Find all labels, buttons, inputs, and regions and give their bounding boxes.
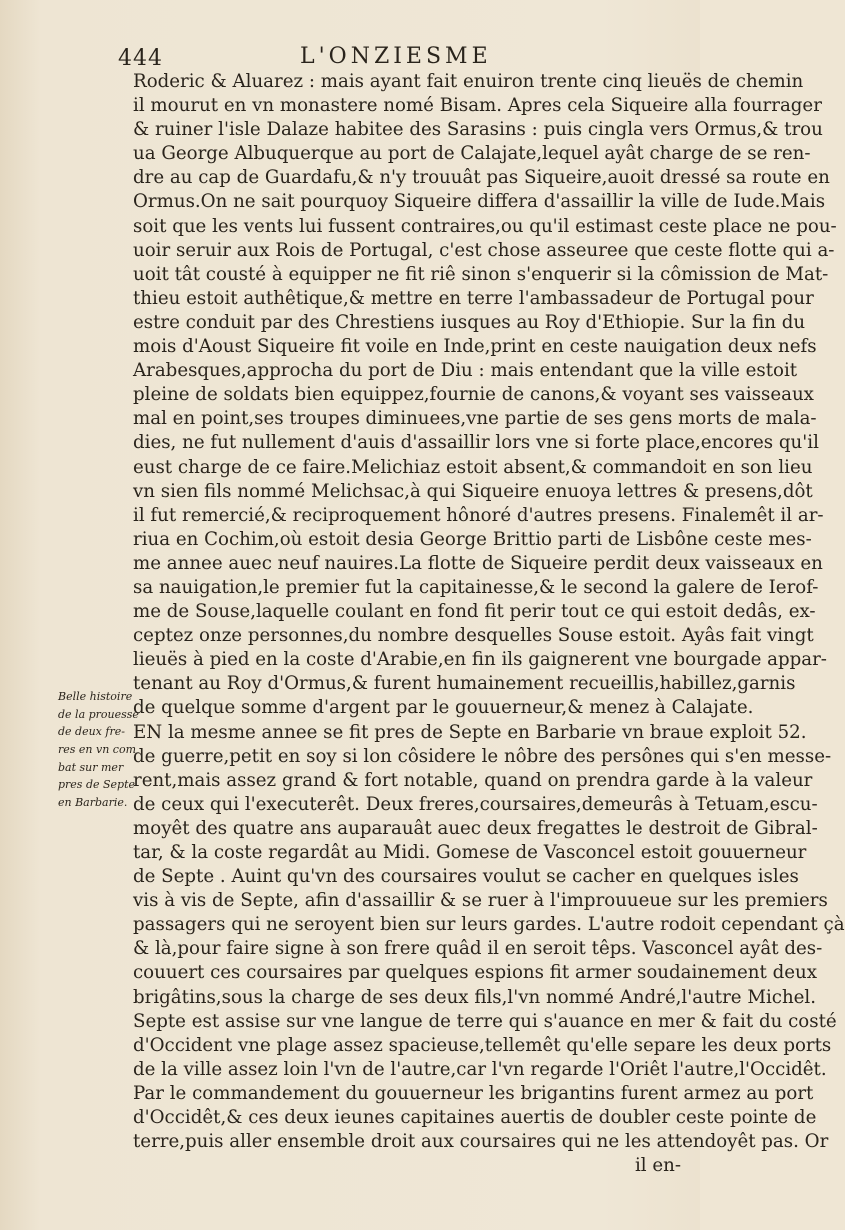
text-line: vn sien fils nommé Melichsac,à qui Siqueire enuoya lettres & presens,dôt [133,480,813,502]
text-line: dre au cap de Guardafu,& n'y trouuât pas Siqueire,auoit dressé sa route en [133,167,830,189]
margin-note [58,688,139,812]
text-line: thieu estoit authêtique,& mettre en terre l'ambassadeur de Portugal pour [133,287,814,309]
text-line: riua en Cochim,où estoit desia George Brittio parti de Lisbône ceste mes- [133,528,812,550]
text-line: sa nauigation,le premier fut la capitainesse,& le second la galere de Ierof- [133,576,819,598]
text-line: ceptez onze personnes,du nombre desquelles Souse estoit. Ayâs fait vingt [133,625,814,647]
text-line: Roderic & Aluarez : mais ayant fait enuiron trente cinq lieuës de chemin [133,71,804,92]
margin-note-line: pres de Septe [58,778,136,792]
text-line: d'Occident vne plage assez spacieuse,tellemêt qu'elle separe les deux ports [133,1034,832,1056]
text-line: & là,pour faire signe à son frere quâd il en seroit têps. Vasconcel ayât des- [133,938,823,960]
text-line: terre,puis aller ensemble droit aux coursaires qui ne les attendoyêt pas. Or [133,1131,829,1153]
text-line: vis à vis de Septe, afin d'assaillir & se ruer à l'improuueue sur les premiers [133,890,828,912]
text-line: il fut remercié,& reciproquement hônoré d'autres presens. Finalemêt il ar- [133,504,824,526]
margin-note-line: de la prouesse [58,707,139,721]
text-line: me annee auec neuf nauires.La flotte de Siqueire perdit deux vaisseaux en [133,552,823,574]
text-line: de la ville assez loin l'vn de l'autre,car l'vn regarde l'Oriêt l'autre,l'Occidêt. [133,1058,827,1080]
margin-note-line: res en vn com [58,743,137,757]
text-line: Arabesques,approcha du port de Diu : mais entendant que la ville estoit [133,360,798,382]
text-line: passagers qui ne seroyent bien sur leurs gardes. L'autre rodoit cependant çà [133,914,845,936]
text-line: de quelque somme d'argent par le gouuerneur,& menez à Calajate. [133,697,754,719]
text-line: rent,mais assez grand & fort notable, quand on prendra garde à la valeur [133,769,813,791]
body-text [133,70,845,1178]
text-line: uoit tât cousté à equipper ne fit riê sinon s'enquerir si la cômission de Mat- [133,263,829,285]
text-line: Septe est assise sur vne langue de terre qui s'auance en mer & fait du costé [133,1010,837,1032]
text-line: pleine de soldats bien equippez,fournie de canons,& voyant ses vaisseaux [133,384,814,406]
running-title: L'ONZIESME [300,44,492,69]
text-line: d'Occidêt,& ces deux ieunes capitaines auertis de doubler ceste pointe de [133,1107,817,1129]
margin-note-line: de deux fre- [58,725,125,739]
text-line: dies, ne fut nullement d'auis d'assaillir lors vne si forte place,encores qu'il [133,432,819,454]
text-line: Ormus.On ne sait pourquoy Siqueire differa d'assaillir la ville de Iude.Mais [133,191,826,213]
text-line: ua George Albuquerque au port de Calajate,lequel ayât charge de se ren- [133,143,811,165]
margin-note-line: bat sur mer [58,760,124,774]
text-line: mal en point,ses troupes diminuees,vne partie de ses gens morts de mala- [133,408,817,430]
text-line: lieuës à pied en la coste d'Arabie,en fin ils gaignerent vne bourgade appar- [133,649,827,671]
text-line: moyêt des quatre ans auparauât auec deux fregattes le destroit de Gibral- [133,817,818,839]
text-line: EN la mesme annee se fit pres de Septe en Barbarie vn braue exploit 52. [133,721,807,743]
text-line: couuert ces coursaires par quelques espions fit armer soudainement deux [133,962,817,984]
text-line: brigâtins,sous la charge de ses deux fils,l'vn nommé André,l'autre Michel. [133,986,817,1008]
text-line: eust charge de ce faire.Melichiaz estoit absent,& commandoit en son lieu [133,456,813,478]
text-line: tenant au Roy d'Ormus,& furent humainement recueillis,habillez,garnis [133,673,796,695]
text-line: tar, & la coste regardât au Midi. Gomese de Vasconcel estoit gouuerneur [133,842,807,863]
text-line: de ceux qui l'executerêt. Deux freres,coursaires,demeurâs à Tetuam,escu- [133,793,818,815]
text-line: estre conduit par des Chrestiens iusques au Roy d'Ethiopie. Sur la fin du [133,311,806,333]
margin-note-line: Belle histoire [58,690,133,703]
text-line: mois d'Aoust Siqueire fit voile en Inde,print en ceste nauigation deux nefs [133,336,817,358]
text-line: il mourut en vn monastere nomé Bisam. Apres cela Siqueire alla fourrager [133,95,822,117]
page-number: 444 [118,46,163,71]
text-line: me de Souse,laquelle coulant en fond fit perir tout ce qui estoit dedâs, ex- [133,601,816,623]
text-line: & ruiner l'isle Dalaze habitee des Sarasins : puis cingla vers Ormus,& trou [133,119,823,141]
text-line: uoir seruir aux Rois de Portugal, c'est chose asseuree que ceste flotte qui a- [133,239,835,261]
text-line: de Septe . Auint qu'vn des coursaires voulut se cacher en quelques isles [133,866,799,888]
text-line: Par le commandement du gouuerneur les brigantins furent armez au port [133,1082,814,1104]
catchword: il en- [634,1155,681,1177]
text-line: de guerre,petit en soy si lon côsidere le nôbre des persônes qui s'en messe- [133,745,832,767]
text-line: soit que les vents lui fussent contraires,ou qu'il estimast ceste place ne pou- [133,215,837,237]
margin-note-line: en Barbarie. [58,796,128,810]
